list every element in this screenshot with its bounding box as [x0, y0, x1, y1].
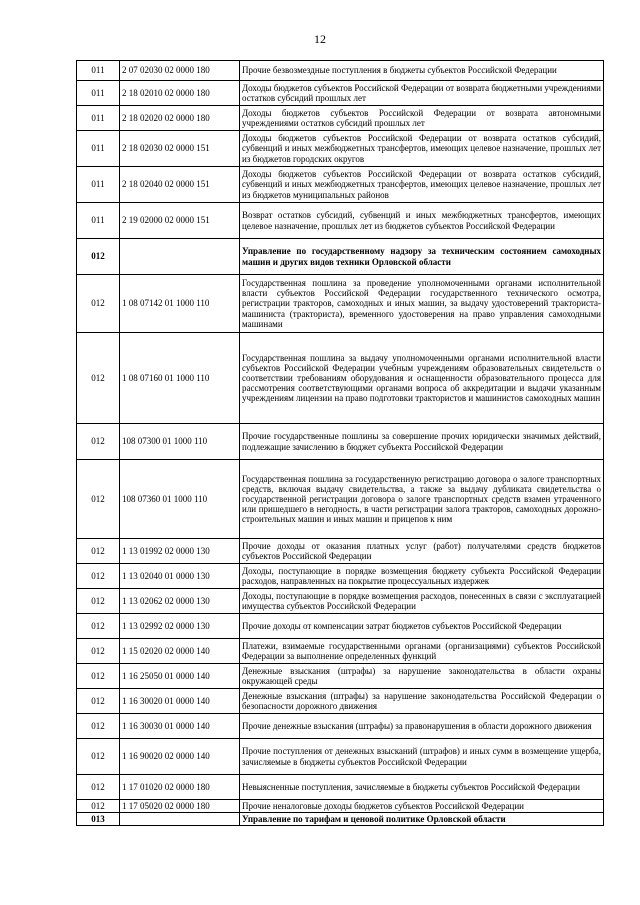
budget-code-cell: 1 08 07160 01 1000 110: [120, 333, 240, 424]
admin-code-cell: 011: [77, 131, 120, 167]
budget-code-cell: 1 08 07142 01 1000 110: [120, 275, 240, 333]
revenue-name-cell: Прочие неналоговые доходы бюджетов субъектов Российской Федерации: [240, 800, 604, 813]
admin-code-cell: 012: [77, 275, 120, 333]
budget-code-cell: 108 07360 01 1000 110: [120, 460, 240, 539]
page-number: 12: [314, 32, 326, 46]
table-body: [77, 61, 604, 826]
admin-code-cell: 013: [77, 813, 120, 826]
admin-code-cell: 012: [77, 639, 120, 664]
admin-code-cell: 011: [77, 203, 120, 239]
table-row: [77, 239, 604, 275]
revenue-codes-table: [76, 60, 604, 826]
admin-code-cell: 011: [77, 81, 120, 106]
table-row: [77, 61, 604, 81]
table-row: [77, 639, 604, 664]
table-row: [77, 739, 604, 775]
admin-code-cell: 012: [77, 614, 120, 639]
admin-code-cell: 012: [77, 460, 120, 539]
table-row: [77, 664, 604, 689]
budget-code-cell: 2 18 02030 02 0000 151: [120, 131, 240, 167]
admin-code-cell: 012: [77, 239, 120, 275]
admin-code-cell: 012: [77, 589, 120, 614]
revenue-name-cell: Государственная пошлина за проведение уполномоченными органами исполнительной власти субъектов Российской Федерации государственного технического осмотра, регистрации тракторов, самоходных и иных машин, за выдачу удостоверений тракториста-машиниста (тракториста), временного удостоверения на право управления самоходными машинами: [240, 275, 604, 333]
revenue-name-cell: Доходы бюджетов субъектов Российской Федерации от возврата остатков субсидий, субвенций и иных межбюджетных трансфертов, имеющих целевое назначение, прошлых лет из бюджетов городских округов: [240, 131, 604, 167]
budget-code-cell: 1 13 02062 02 0000 130: [120, 589, 240, 614]
admin-code-cell: 012: [77, 689, 120, 714]
table-row: [77, 539, 604, 564]
admin-code-cell: 012: [77, 564, 120, 589]
budget-code-cell: 1 16 90020 02 0000 140: [120, 739, 240, 775]
revenue-name-cell: Невыясненные поступления, зачисляемые в бюджеты субъектов Российской Федерации: [240, 775, 604, 800]
admin-code-cell: 012: [77, 775, 120, 800]
budget-code-cell: 1 13 02040 01 0000 130: [120, 564, 240, 589]
budget-code-cell: 2 07 02030 02 0000 180: [120, 61, 240, 81]
table-row: [77, 81, 604, 106]
budget-code-cell: 1 16 30020 01 0000 140: [120, 689, 240, 714]
budget-code-cell: 2 18 02040 02 0000 151: [120, 167, 240, 203]
admin-code-cell: 012: [77, 333, 120, 424]
revenue-name-cell: Доходы бюджетов субъектов Российской Федерации от возврата бюджетными учреждениями остатков субсидий прошлых лет: [240, 81, 604, 106]
revenue-name-cell: Прочие доходы от компенсации затрат бюджетов субъектов Российской Федерации: [240, 614, 604, 639]
budget-code-cell: 108 07300 01 1000 110: [120, 424, 240, 460]
budget-code-cell: 2 18 02020 02 0000 180: [120, 106, 240, 131]
admin-code-cell: 011: [77, 167, 120, 203]
admin-code-cell: 011: [77, 106, 120, 131]
revenue-name-cell: Государственная пошлина за государственную регистрацию договора о залоге транспортных средств, включая выдачу свидетельства, а также за выдачу дубликата свидетельства о государственной регистрации договора о залоге транспортных средств взамен утраченного или пришедшего в негодность, в части регистрации залога тракторов, самоходных дорожно-строительных машин и иных машин и прицепов к ним: [240, 460, 604, 539]
revenue-name-cell: Денежные взыскания (штрафы) за нарушение законодательства в области охраны окружающей среды: [240, 664, 604, 689]
budget-code-cell: 1 17 01020 02 0000 180: [120, 775, 240, 800]
revenue-name-cell: Прочие поступления от денежных взысканий (штрафов) и иных сумм в возмещение ущерба, зачисляемые в бюджеты субъектов Российской Федерации: [240, 739, 604, 775]
revenue-name-cell: Доходы, поступающие в порядке возмещения бюджету субъекта Российской Федерации расходов, направленных на покрытие процессуальных издержек: [240, 564, 604, 589]
revenue-name-cell: Прочие денежные взыскания (штрафы) за правонарушения в области дорожного движения: [240, 714, 604, 739]
revenue-name-cell: Управление по тарифам и ценовой политике Орловской области: [240, 813, 604, 826]
admin-code-cell: 012: [77, 714, 120, 739]
budget-code-cell: [120, 813, 240, 826]
budget-code-cell: 1 13 02992 02 0000 130: [120, 614, 240, 639]
table-row: [77, 689, 604, 714]
table-row: [77, 800, 604, 813]
revenue-name-cell: Доходы, поступающие в порядке возмещения расходов, понесенных в связи с эксплуатацией имущества субъектов Российской Федерации: [240, 589, 604, 614]
table-row: [77, 167, 604, 203]
revenue-name-cell: Доходы бюджетов субъектов Российской Федерации от возврата остатков субсидий, субвенций и иных межбюджетных трансфертов, имеющих целевое назначение, прошлых лет из бюджетов муниципальных районов: [240, 167, 604, 203]
table-row: [77, 275, 604, 333]
revenue-name-cell: Государственная пошлина за выдачу уполномоченными органами исполнительной власти субъектов Российской Федерации учебным учреждениям образовательных свидетельств о соответствии требованиям оборудования и оснащенности образовательного процесса для рассмотрения соответствующими органами вопроса об аккредитации и выдачи указанным учреждениям лицензии на право подготовки трактористов и машинистов самоходных машин: [240, 333, 604, 424]
revenue-name-cell: Возврат остатков субсидий, субвенций и иных межбюджетных трансфертов, имеющих целевое назначение, прошлых лет из бюджетов субъектов Российской Федерации: [240, 203, 604, 239]
budget-code-cell: 1 17 05020 02 0000 180: [120, 800, 240, 813]
revenue-name-cell: Управление по государственному надзору за техническим состоянием самоходных машин и других видов техники Орловской области: [240, 239, 604, 275]
table-row: [77, 203, 604, 239]
table-row: [77, 460, 604, 539]
table-row: [77, 813, 604, 826]
budget-code-cell: 1 16 30030 01 0000 140: [120, 714, 240, 739]
table-row: [77, 589, 604, 614]
revenue-name-cell: Доходы бюджетов субъектов Российской Федерации от возврата автономными учреждениями остатков субсидий прошлых лет: [240, 106, 604, 131]
table-row: [77, 564, 604, 589]
revenue-name-cell: Прочие доходы от оказания платных услуг (работ) получателями средств бюджетов субъектов Российской Федерации: [240, 539, 604, 564]
revenue-name-cell: Прочие государственные пошлины за совершение прочих юридически значимых действий, подлежащие зачислению в бюджет субъекта Российской Федерации: [240, 424, 604, 460]
admin-code-cell: 012: [77, 664, 120, 689]
admin-code-cell: 012: [77, 539, 120, 564]
table-row: [77, 775, 604, 800]
budget-code-cell: 1 16 25050 01 0000 140: [120, 664, 240, 689]
revenue-name-cell: Денежные взыскания (штрафы) за нарушение законодательства Российской Федерации о безопасности дорожного движения: [240, 689, 604, 714]
budget-code-cell: 1 15 02020 02 0000 140: [120, 639, 240, 664]
revenue-name-cell: Платежи, взимаемые государственными органами (организациями) субъектов Российской Федерации за выполнение определенных функций: [240, 639, 604, 664]
table-row: [77, 614, 604, 639]
budget-code-cell: 2 18 02010 02 0000 180: [120, 81, 240, 106]
budget-code-cell: 2 19 02000 02 0000 151: [120, 203, 240, 239]
revenue-name-cell: Прочие безвозмездные поступления в бюджеты субъектов Российской Федерации: [240, 61, 604, 81]
table-row: [77, 106, 604, 131]
table-row: [77, 714, 604, 739]
budget-code-cell: [120, 239, 240, 275]
table-row: [77, 333, 604, 424]
table-row: [77, 424, 604, 460]
admin-code-cell: 012: [77, 800, 120, 813]
admin-code-cell: 012: [77, 424, 120, 460]
table-row: [77, 131, 604, 167]
admin-code-cell: 011: [77, 61, 120, 81]
admin-code-cell: 012: [77, 739, 120, 775]
budget-code-cell: 1 13 01992 02 0000 130: [120, 539, 240, 564]
